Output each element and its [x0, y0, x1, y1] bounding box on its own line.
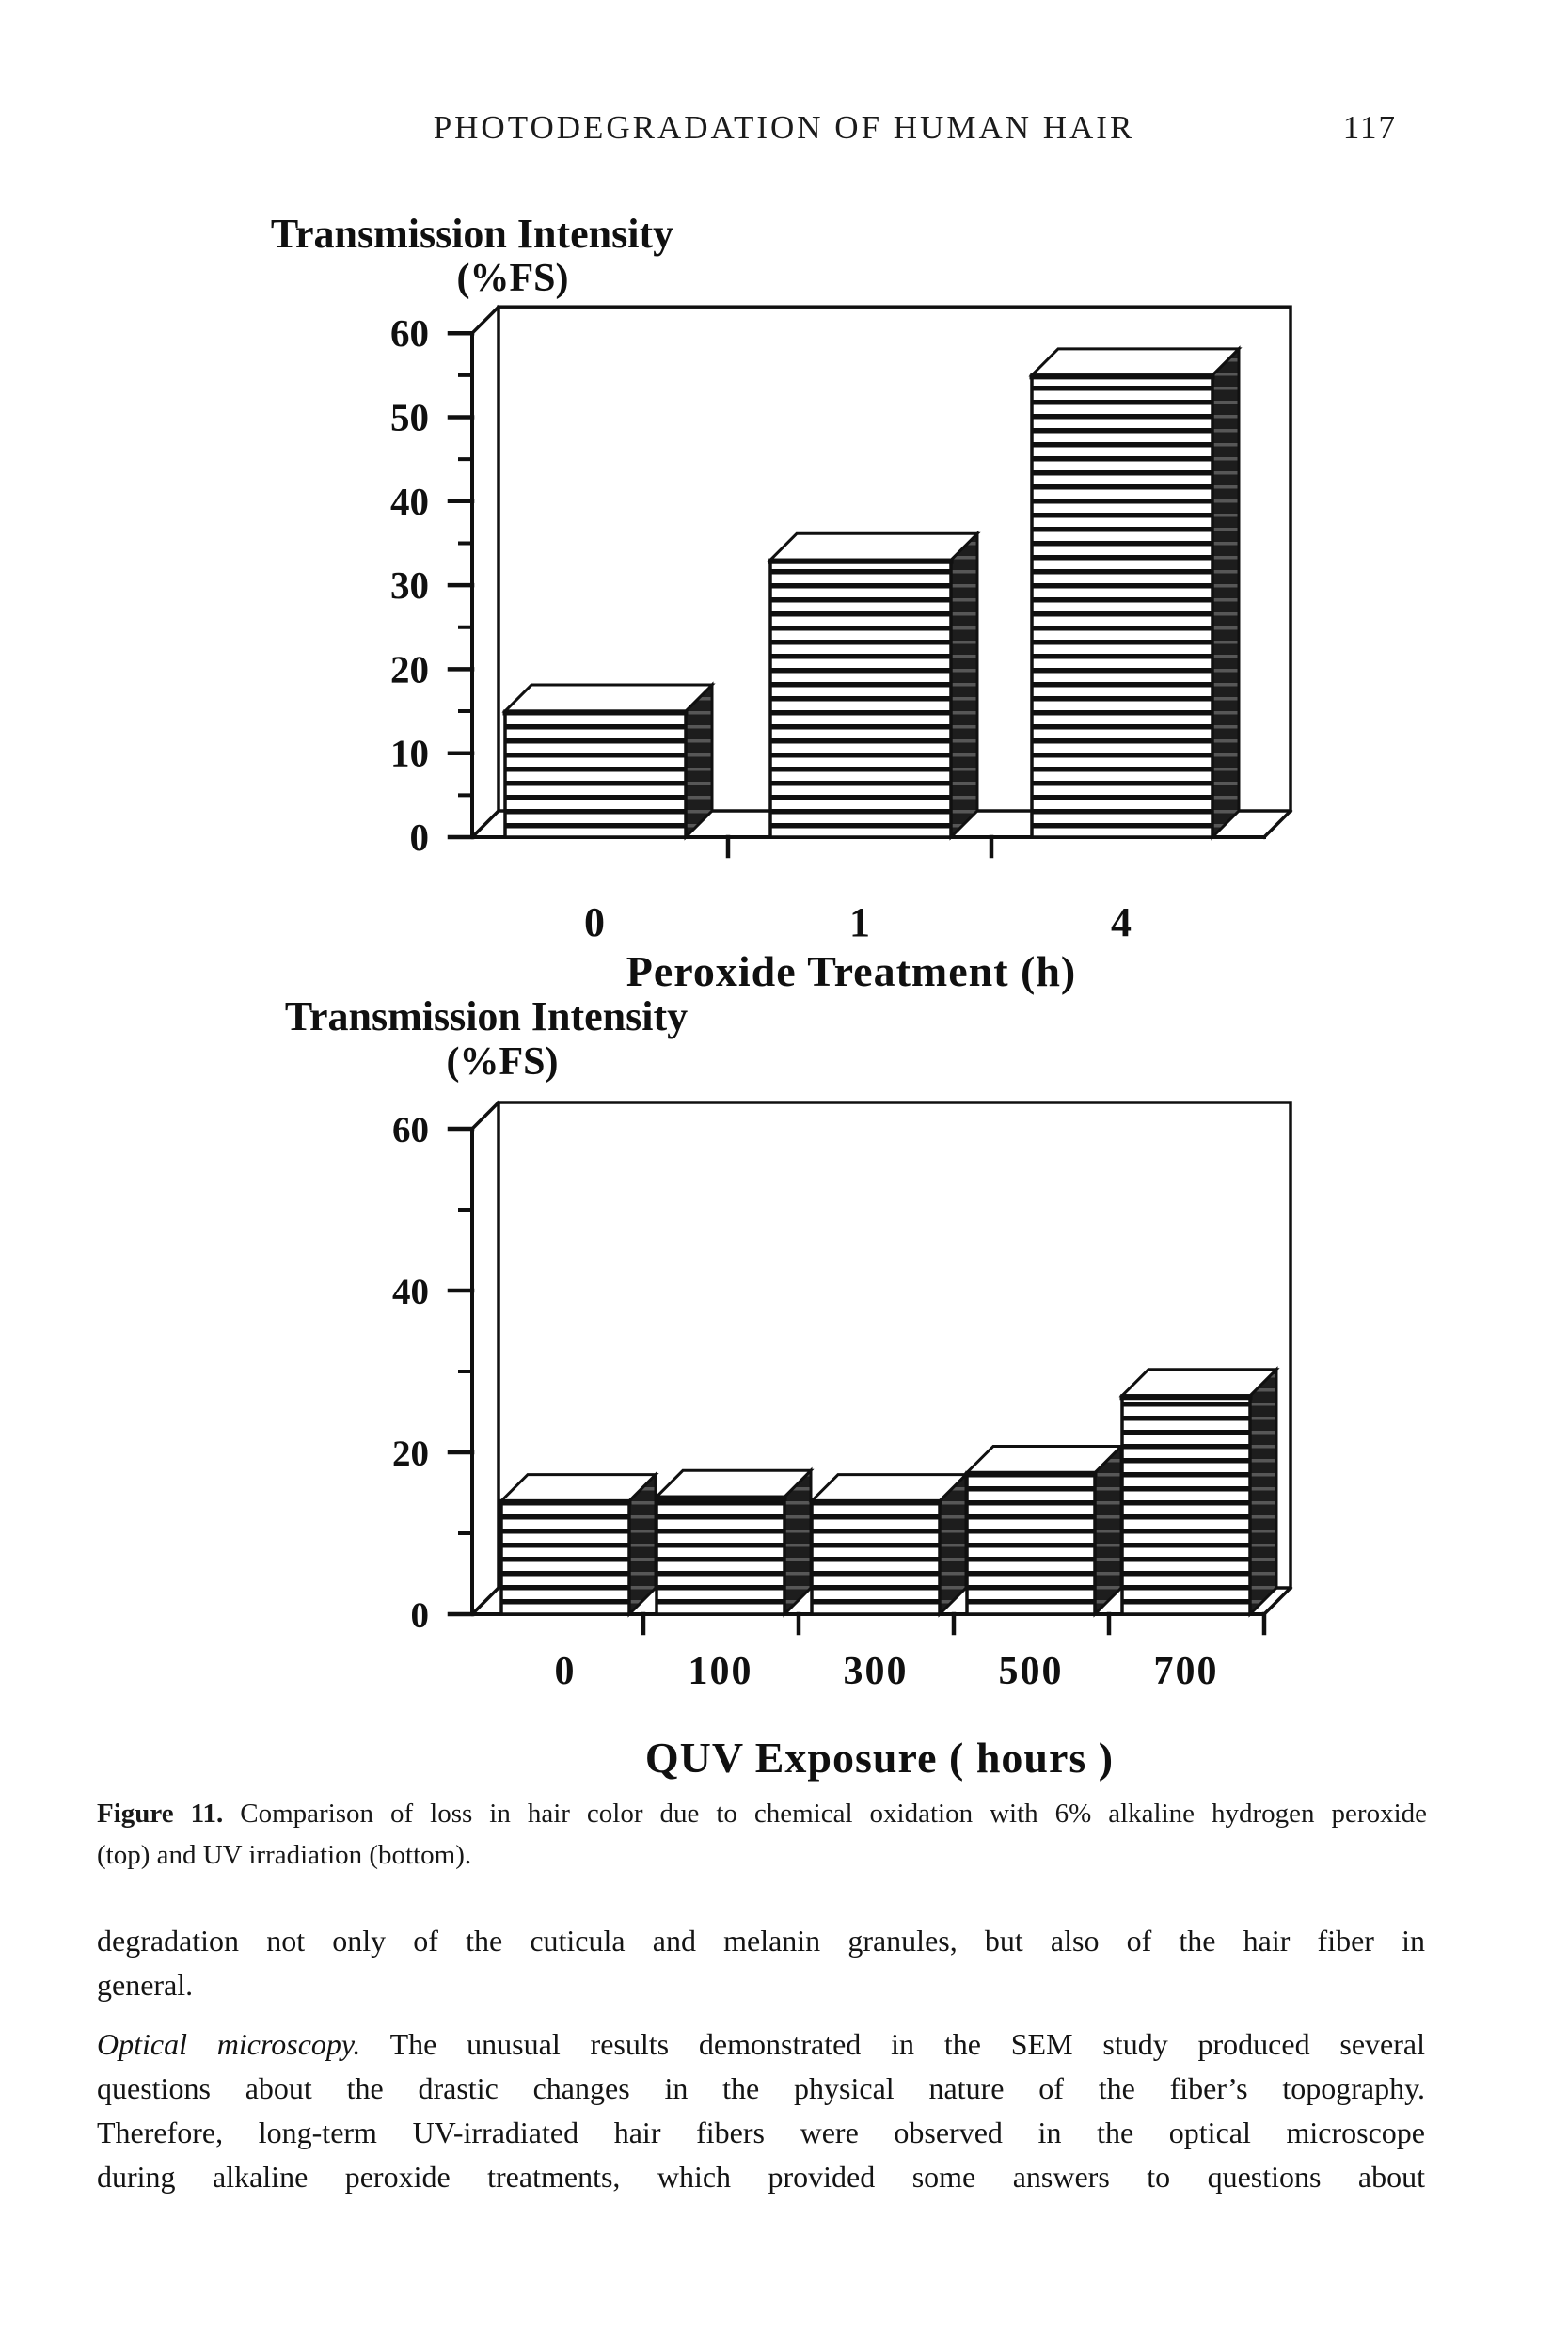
bar-side-face	[1212, 349, 1239, 837]
caption-text: Comparison of loss in hair color due to chemical oxidation with 6% alkaline hydrogen peroxide	[240, 1799, 1428, 1829]
chart-quv-exposure	[285, 993, 1291, 1782]
chart-title-units: (%FS)	[456, 257, 569, 300]
body-line: degradation not only of the cuticula and melanin granules, but also of the hair fiber in	[97, 1924, 1425, 1958]
bar-100	[657, 1470, 811, 1614]
x-category-label: 100	[688, 1650, 753, 1693]
y-tick-label: 20	[390, 647, 429, 691]
x-axis-title: Peroxide Treatment (h)	[626, 947, 1077, 995]
body-line: questions about the drastic changes in the physical nature of the fiber’s topography.	[97, 2071, 1425, 2105]
y-tick-label: 40	[392, 1272, 429, 1312]
x-axis-title: QUV Exposure ( hours )	[644, 1734, 1115, 1782]
bar-top-face	[505, 685, 712, 711]
y-tick-label: 40	[390, 479, 429, 523]
bar-top-face	[501, 1475, 656, 1501]
y-axis-top-bevel	[472, 307, 499, 333]
bar-top-face	[1122, 1370, 1276, 1396]
bar-front-face	[657, 1497, 784, 1614]
caption-line-2: (top) and UV irradiation (bottom).	[97, 1840, 472, 1870]
bar-front-face	[505, 711, 686, 837]
x-category-label: 1	[849, 899, 872, 945]
chart-peroxide-treatment	[271, 211, 1291, 995]
bar-front-face	[812, 1501, 940, 1614]
bar-top-face	[812, 1475, 966, 1501]
body-line: Therefore, long-term UV-irradiated hair fibers were observed in the optical microscope	[97, 2116, 1425, 2149]
body-line: Optical microscopy. The unusual results demonstrated in the SEM study produced several	[97, 2027, 1426, 2061]
bar-side-face	[951, 533, 977, 837]
y-tick-label: 0	[410, 1595, 429, 1636]
x-category-label: 500	[998, 1650, 1064, 1693]
bar-side-face	[1095, 1447, 1121, 1615]
bar-500	[967, 1447, 1121, 1615]
bar-4	[1032, 349, 1239, 837]
caption-line-1	[97, 1793, 1427, 1834]
body-text	[97, 1919, 1425, 2199]
y-tick-label: 60	[390, 311, 429, 356]
y-tick-label: 60	[392, 1110, 429, 1150]
x-category-label: 0	[554, 1650, 577, 1693]
bar-front-face	[967, 1473, 1095, 1615]
bar-side-face	[1250, 1370, 1276, 1614]
paragraph-2	[97, 2022, 1425, 2199]
bar-front-face	[1122, 1396, 1250, 1614]
y-tick-label: 0	[409, 816, 429, 859]
running-head: PHOTODEGRADATION OF HUMAN HAIR	[433, 109, 1135, 146]
bar-top-face	[657, 1470, 811, 1497]
y-tick-label: 30	[390, 563, 429, 608]
bar-front-face	[770, 560, 951, 837]
bar-front-face	[501, 1501, 629, 1614]
chart-title: Transmission Intensity	[284, 993, 689, 1039]
floor-left-bevel	[472, 1588, 499, 1614]
bar-700	[1122, 1370, 1276, 1614]
chart-title-units: (%FS)	[446, 1040, 559, 1084]
bar-1	[770, 533, 977, 837]
bar-top-face	[967, 1447, 1121, 1473]
bar-top-face	[1032, 349, 1239, 375]
x-category-label: 4	[1111, 899, 1133, 945]
y-tick-label: 10	[390, 731, 429, 775]
body-line: general.	[97, 1968, 194, 2002]
x-category-label: 700	[1153, 1650, 1219, 1693]
page-number: 117	[1342, 109, 1397, 146]
y-tick-label: 50	[390, 395, 429, 439]
x-category-label: 0	[584, 899, 607, 945]
chart-title: Transmission Intensity	[270, 211, 674, 257]
body-line: during alkaline peroxide treatments, which provided some answers to questions about	[97, 2160, 1425, 2194]
bar-front-face	[1032, 375, 1212, 837]
bar-0	[501, 1475, 656, 1614]
bar-0	[505, 685, 712, 837]
floor-left-bevel	[472, 811, 499, 837]
y-tick-label: 20	[392, 1434, 429, 1474]
figure-caption	[97, 1793, 1427, 1876]
x-category-label: 300	[843, 1650, 909, 1693]
paragraph-1	[97, 1919, 1425, 2007]
y-axis-top-bevel	[472, 1102, 499, 1129]
italic-lead: Optical microscopy.	[97, 2027, 361, 2061]
bar-300	[812, 1475, 966, 1614]
floor-right-bevel	[1264, 811, 1291, 837]
bar-top-face	[770, 533, 977, 560]
caption-figure-label: Figure 11.	[97, 1799, 224, 1829]
